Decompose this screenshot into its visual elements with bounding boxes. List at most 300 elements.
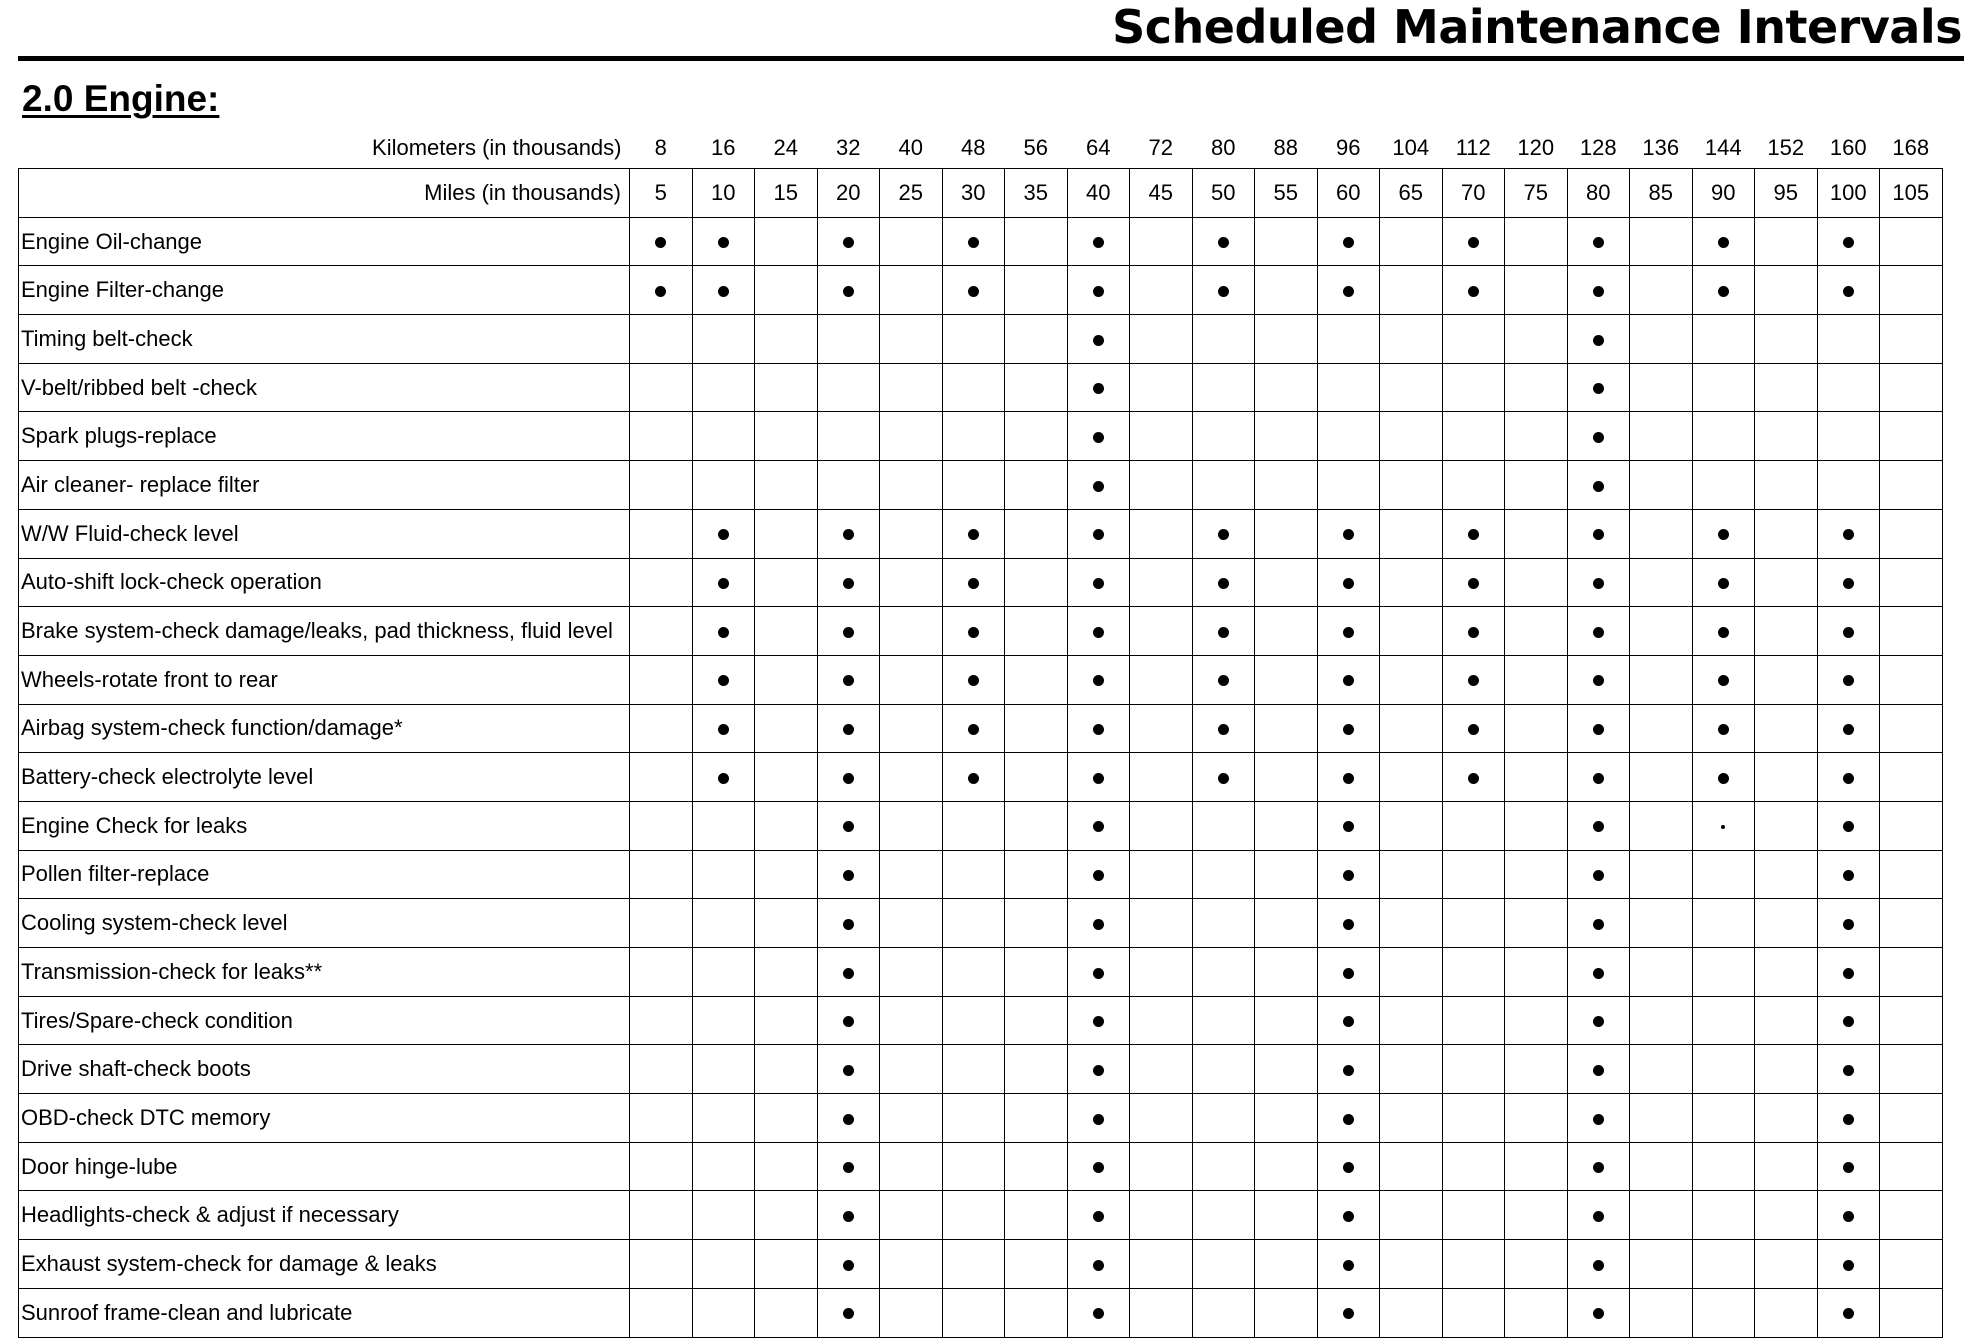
service-dot-mark [1093, 432, 1104, 443]
interval-cell [1130, 363, 1193, 412]
service-dot-mark [1843, 1211, 1854, 1222]
interval-cell [1005, 899, 1068, 948]
interval-cell [942, 1288, 1005, 1337]
interval-cell [692, 801, 755, 850]
interval-cell [1255, 461, 1318, 510]
service-dot-mark [1218, 773, 1229, 784]
interval-cell [1380, 753, 1443, 802]
service-dot-mark [1468, 237, 1479, 248]
interval-cell [1067, 1045, 1130, 1094]
interval-cell [1380, 412, 1443, 461]
km-header-cell: 88 [1273, 135, 1298, 160]
interval-cell [1192, 655, 1255, 704]
interval-cell [1505, 412, 1568, 461]
interval-cell [630, 1094, 693, 1143]
interval-cell [1817, 412, 1880, 461]
interval-cell [1505, 315, 1568, 364]
service-dot-mark [843, 627, 854, 638]
service-dot-mark [1093, 870, 1104, 881]
service-dot-mark [1593, 968, 1604, 979]
interval-cell [817, 704, 880, 753]
interval-cell [817, 217, 880, 266]
interval-cell [1067, 899, 1130, 948]
interval-cell [1317, 363, 1380, 412]
service-dot-mark [1093, 1308, 1104, 1319]
interval-cell [692, 315, 755, 364]
interval-cell [630, 1191, 693, 1240]
service-dot-mark [1093, 627, 1104, 638]
interval-cell [817, 948, 880, 997]
interval-cell [1692, 1288, 1755, 1337]
interval-cell [1817, 1142, 1880, 1191]
interval-cell [755, 1288, 818, 1337]
interval-cell [880, 996, 943, 1045]
interval-cell [1692, 948, 1755, 997]
km-header-cell: 104 [1392, 135, 1430, 160]
interval-cell [1817, 217, 1880, 266]
miles-header-cell: 100 [1817, 169, 1880, 218]
service-dot-mark [1843, 919, 1854, 930]
service-dot-mark [1593, 1016, 1604, 1027]
interval-cell [1880, 1240, 1943, 1289]
interval-cell [1630, 266, 1693, 315]
interval-cell [817, 996, 880, 1045]
interval-cell [1067, 1288, 1130, 1337]
interval-cell [1692, 1094, 1755, 1143]
interval-cell [1067, 1240, 1130, 1289]
table-row [19, 461, 1943, 510]
miles-header-cell: 75 [1505, 169, 1568, 218]
interval-cell [880, 1142, 943, 1191]
interval-cell [942, 899, 1005, 948]
service-dot-mark [1093, 578, 1104, 589]
service-dot-mark [843, 724, 854, 735]
service-dot-mark [1093, 1162, 1104, 1173]
service-dot-mark [843, 237, 854, 248]
interval-cell [1067, 948, 1130, 997]
table-row [19, 509, 1943, 558]
interval-cell [630, 217, 693, 266]
interval-cell [1317, 801, 1380, 850]
interval-cell [1692, 509, 1755, 558]
interval-cell [1255, 412, 1318, 461]
interval-cell [1630, 363, 1693, 412]
interval-cell [1442, 412, 1505, 461]
interval-cell [1755, 1288, 1818, 1337]
service-dot-mark [1343, 1211, 1354, 1222]
km-header-cell: 112 [1455, 135, 1491, 160]
interval-cell [1880, 1142, 1943, 1191]
service-dot-mark [1093, 968, 1104, 979]
interval-cell [1067, 655, 1130, 704]
interval-cell [1567, 655, 1630, 704]
service-dot-mark [968, 724, 979, 735]
interval-cell [1317, 558, 1380, 607]
service-dot-mark [1343, 237, 1354, 248]
interval-cell [1817, 1288, 1880, 1337]
interval-cell [1630, 1094, 1693, 1143]
service-dot-mark [1218, 529, 1229, 540]
interval-cell [692, 363, 755, 412]
interval-cell [1005, 753, 1068, 802]
interval-cell [1692, 266, 1755, 315]
interval-cell [817, 461, 880, 510]
interval-cell [942, 1240, 1005, 1289]
service-item-label: Battery-check electrolyte level [19, 753, 630, 802]
interval-cell [1817, 315, 1880, 364]
interval-cell [1317, 1240, 1380, 1289]
interval-cell [1755, 753, 1818, 802]
interval-cell [1630, 948, 1693, 997]
interval-cell [1755, 558, 1818, 607]
km-header-cell: 120 [1517, 135, 1555, 160]
interval-cell [630, 1288, 693, 1337]
interval-cell [630, 948, 693, 997]
service-dot-mark [843, 821, 854, 832]
interval-cell [880, 704, 943, 753]
interval-cell [1630, 315, 1693, 364]
interval-cell [1630, 412, 1693, 461]
service-dot-mark [968, 237, 979, 248]
section-heading: 2.0 Engine: [22, 78, 220, 119]
interval-cell [1692, 996, 1755, 1045]
interval-cell [1317, 899, 1380, 948]
service-dot-mark [1843, 1308, 1854, 1319]
interval-cell [1442, 850, 1505, 899]
interval-cell [1630, 217, 1693, 266]
interval-cell [630, 704, 693, 753]
service-dot-mark [1343, 821, 1354, 832]
interval-cell [630, 1142, 693, 1191]
interval-cell [1380, 461, 1443, 510]
table-row [19, 996, 1943, 1045]
interval-cell [1505, 1094, 1568, 1143]
page-title: Scheduled Maintenance Intervals [1112, 0, 1962, 54]
interval-cell [1130, 850, 1193, 899]
interval-cell [1380, 1191, 1443, 1240]
interval-cell [1880, 655, 1943, 704]
interval-cell [1505, 899, 1568, 948]
miles-header-cell: 50 [1192, 169, 1255, 218]
interval-cell [1317, 1191, 1380, 1240]
interval-cell [1817, 850, 1880, 899]
interval-cell [1817, 899, 1880, 948]
service-dot-mark [1343, 578, 1354, 589]
service-dot-mark [843, 529, 854, 540]
interval-cell [1442, 461, 1505, 510]
service-dot-mark [1093, 821, 1104, 832]
interval-cell [1380, 558, 1443, 607]
service-dot-mark [1593, 724, 1604, 735]
interval-cell [755, 1094, 818, 1143]
service-dot-mark [843, 1016, 854, 1027]
interval-cell [1255, 899, 1318, 948]
service-dot-mark [1843, 821, 1854, 832]
service-dot-mark [1593, 529, 1604, 540]
interval-cell [1192, 948, 1255, 997]
interval-cell [942, 948, 1005, 997]
service-dot-mark [1343, 1016, 1354, 1027]
interval-cell [880, 655, 943, 704]
table-row [19, 1288, 1943, 1337]
service-dot-mark [1593, 432, 1604, 443]
interval-cell [630, 509, 693, 558]
interval-cell [1005, 801, 1068, 850]
interval-cell [1880, 1191, 1943, 1240]
service-dot-mark [1593, 578, 1604, 589]
table-row [19, 412, 1943, 461]
service-dot-mark [1343, 724, 1354, 735]
interval-cell [1442, 607, 1505, 656]
table-row [19, 753, 1943, 802]
interval-cell [1192, 1191, 1255, 1240]
service-item-label: Airbag system-check function/damage* [19, 704, 630, 753]
interval-cell [1067, 753, 1130, 802]
interval-cell [942, 1094, 1005, 1143]
km-header-cell: 24 [773, 135, 798, 160]
service-dot-mark [1218, 724, 1229, 735]
interval-cell [692, 753, 755, 802]
service-dot-mark [718, 675, 729, 686]
interval-cell [1755, 1240, 1818, 1289]
interval-cell [1130, 315, 1193, 364]
interval-cell [692, 1288, 755, 1337]
interval-cell [692, 704, 755, 753]
service-dot-mark [1218, 627, 1229, 638]
interval-cell [692, 850, 755, 899]
interval-cell [1005, 704, 1068, 753]
interval-cell [1317, 461, 1380, 510]
service-dot-mark [843, 1114, 854, 1125]
interval-cell [1755, 607, 1818, 656]
miles-header-cell: 60 [1317, 169, 1380, 218]
interval-cell [1505, 461, 1568, 510]
interval-cell [1817, 266, 1880, 315]
miles-header-cell: 25 [880, 169, 943, 218]
interval-cell [817, 558, 880, 607]
interval-cell [1005, 1288, 1068, 1337]
interval-cell [1130, 899, 1193, 948]
interval-cell [1567, 607, 1630, 656]
interval-cell [942, 266, 1005, 315]
miles-header-cell: 90 [1692, 169, 1755, 218]
interval-cell [817, 315, 880, 364]
miles-header-cell: 10 [692, 169, 755, 218]
interval-cell [880, 315, 943, 364]
interval-cell [1130, 1240, 1193, 1289]
service-dot-mark [1218, 675, 1229, 686]
interval-cell [942, 1045, 1005, 1094]
service-item-label: Engine Filter-change [19, 266, 630, 315]
km-header-cell: 128 [1579, 135, 1617, 160]
miles-header-cell: 105 [1880, 169, 1943, 218]
table-row [19, 899, 1943, 948]
interval-cell [1255, 1045, 1318, 1094]
service-dot-mark [1093, 237, 1104, 248]
interval-cell [1755, 1191, 1818, 1240]
interval-cell [1505, 266, 1568, 315]
interval-cell [1005, 363, 1068, 412]
interval-cell [880, 753, 943, 802]
interval-cell [817, 1142, 880, 1191]
interval-cell [630, 315, 693, 364]
interval-cell [1880, 1288, 1943, 1337]
service-dot-mark [1093, 919, 1104, 930]
service-dot-mark [843, 1260, 854, 1271]
service-dot-mark [843, 578, 854, 589]
interval-cell [880, 1191, 943, 1240]
miles-header-cell: 80 [1567, 169, 1630, 218]
interval-cell [755, 266, 818, 315]
interval-cell [692, 899, 755, 948]
interval-cell [1255, 1191, 1318, 1240]
interval-cell [1130, 1288, 1193, 1337]
interval-cell [1692, 461, 1755, 510]
service-dot-mark [1843, 773, 1854, 784]
interval-cell [942, 412, 1005, 461]
interval-cell [817, 509, 880, 558]
interval-cell [1317, 1142, 1380, 1191]
interval-cell [1255, 801, 1318, 850]
km-header-cell: 168 [1892, 135, 1930, 160]
service-dot-mark [1593, 335, 1604, 346]
interval-cell [880, 509, 943, 558]
interval-cell [1442, 704, 1505, 753]
service-dot-mark [718, 627, 729, 638]
interval-cell [1567, 1191, 1630, 1240]
interval-cell [1255, 704, 1318, 753]
service-dot-mark [843, 1211, 854, 1222]
interval-cell [1317, 607, 1380, 656]
interval-cell [1255, 266, 1318, 315]
interval-cell [1692, 217, 1755, 266]
service-item-label: Engine Oil-change [19, 217, 630, 266]
interval-cell [1567, 1288, 1630, 1337]
interval-cell [817, 801, 880, 850]
service-dot-mark [1343, 627, 1354, 638]
service-dot-mark [1593, 481, 1604, 492]
service-dot-mark [968, 529, 979, 540]
interval-cell [755, 801, 818, 850]
interval-cell [630, 996, 693, 1045]
interval-cell [1880, 363, 1943, 412]
service-dot-mark [1593, 1260, 1604, 1271]
interval-cell [1817, 1240, 1880, 1289]
interval-cell [1317, 948, 1380, 997]
interval-cell [1817, 607, 1880, 656]
interval-cell [1067, 850, 1130, 899]
service-dot-mark [1093, 1114, 1104, 1125]
interval-cell [1380, 850, 1443, 899]
interval-cell [1567, 461, 1630, 510]
interval-cell [1442, 558, 1505, 607]
service-dot-mark [1593, 627, 1604, 638]
service-dot-mark [1593, 1065, 1604, 1076]
service-item-label: Brake system-check damage/leaks, pad thickness, fluid level [19, 607, 630, 656]
table-row [19, 948, 1943, 997]
service-dot-mark [1093, 1260, 1104, 1271]
interval-cell [1130, 996, 1193, 1045]
interval-cell [1505, 509, 1568, 558]
interval-cell [1130, 509, 1193, 558]
interval-cell [755, 1142, 818, 1191]
table-row [19, 1142, 1943, 1191]
service-dot-mark [1343, 529, 1354, 540]
interval-cell [1755, 509, 1818, 558]
interval-cell [942, 801, 1005, 850]
service-dot-mark [1093, 724, 1104, 735]
interval-cell [630, 655, 693, 704]
interval-cell [1817, 558, 1880, 607]
interval-cell [817, 607, 880, 656]
interval-cell [1630, 753, 1693, 802]
service-dot-mark [1843, 1114, 1854, 1125]
interval-cell [692, 412, 755, 461]
service-dot-mark [843, 1065, 854, 1076]
table-row [19, 558, 1943, 607]
interval-cell [1317, 1045, 1380, 1094]
interval-cell [1692, 412, 1755, 461]
miles-header-cell: 45 [1130, 169, 1193, 218]
interval-cell [1192, 1142, 1255, 1191]
service-dot-mark [1593, 1114, 1604, 1125]
interval-cell [1505, 704, 1568, 753]
interval-cell [1192, 1288, 1255, 1337]
service-dot-mark [1843, 529, 1854, 540]
interval-cell [1130, 217, 1193, 266]
service-item-label: Engine Check for leaks [19, 801, 630, 850]
interval-cell [880, 363, 943, 412]
service-item-label: Timing belt-check [19, 315, 630, 364]
miles-header-cell: 15 [755, 169, 818, 218]
km-header-cell: 160 [1829, 135, 1867, 160]
service-dot-mark [1843, 237, 1854, 248]
interval-cell [1442, 315, 1505, 364]
service-item-label: Drive shaft-check boots [19, 1045, 630, 1094]
interval-cell [1380, 1288, 1443, 1337]
interval-cell [1192, 607, 1255, 656]
interval-cell [755, 655, 818, 704]
interval-cell [880, 1094, 943, 1143]
service-dot-mark [843, 919, 854, 930]
interval-cell [1192, 315, 1255, 364]
interval-cell [755, 315, 818, 364]
interval-cell [1880, 315, 1943, 364]
interval-cell [692, 996, 755, 1045]
interval-cell [1505, 217, 1568, 266]
service-dot-mark [1718, 773, 1729, 784]
interval-cell [1130, 1191, 1193, 1240]
interval-cell [880, 1045, 943, 1094]
miles-header-cell: 30 [942, 169, 1005, 218]
interval-cell [692, 1094, 755, 1143]
interval-cell [1192, 461, 1255, 510]
interval-cell [1692, 899, 1755, 948]
interval-cell [1067, 1191, 1130, 1240]
interval-cell [1755, 315, 1818, 364]
service-dot-mark [968, 627, 979, 638]
interval-cell [1005, 1094, 1068, 1143]
interval-cell [1630, 801, 1693, 850]
interval-cell [1192, 217, 1255, 266]
interval-cell [1192, 363, 1255, 412]
interval-cell [1505, 558, 1568, 607]
interval-cell [1317, 753, 1380, 802]
interval-cell [692, 558, 755, 607]
interval-cell [630, 461, 693, 510]
interval-cell [1755, 217, 1818, 266]
interval-cell [817, 655, 880, 704]
